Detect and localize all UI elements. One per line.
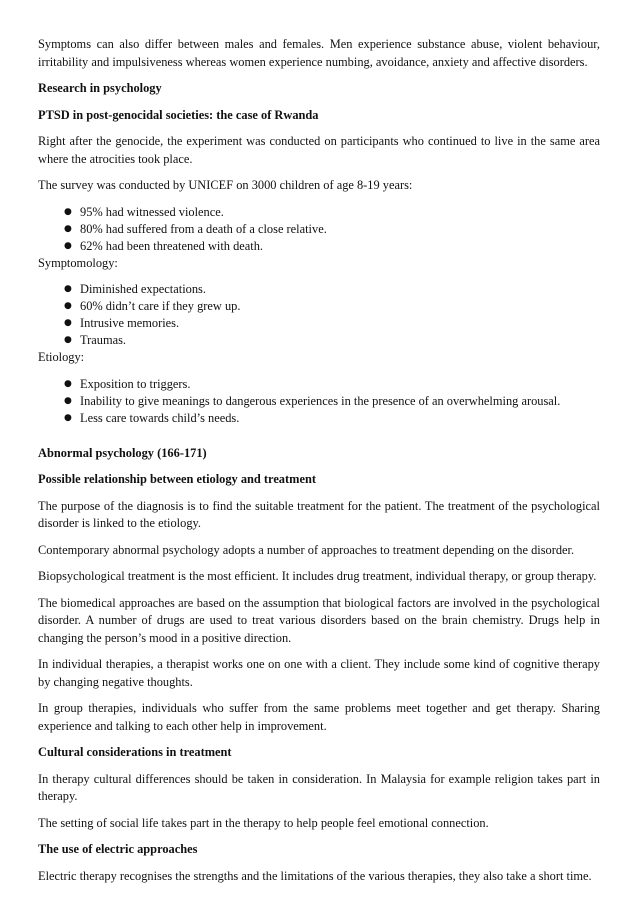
list-item-text: Traumas. bbox=[80, 333, 127, 347]
bullet-icon: ● bbox=[64, 301, 72, 311]
list-item-text: Less care towards child’s needs. bbox=[80, 410, 240, 425]
relationship-paragraph-3: Biopsychological treatment is the most efficient. It includes drug treatment, individual therapy, or group therapy. bbox=[38, 569, 597, 583]
list-item-text: Diminished expectations. bbox=[80, 282, 206, 296]
bullet-icon: ● bbox=[64, 223, 72, 234]
cultural-paragraph-2: The setting of social life takes part in the therapy to help people feel emotional connection. bbox=[38, 815, 489, 830]
ptsd-paragraph-2: The survey was conducted by UNICEF on 3000 children of age 8-19 years: bbox=[38, 178, 413, 192]
ptsd-heading: PTSD in post-genocidal societies: the case of Rwanda bbox=[38, 107, 319, 122]
bullet-icon: ● bbox=[64, 335, 72, 345]
survey-list bbox=[38, 204, 600, 255]
intro-paragraph: Symptoms can also differ between males and females. Men experience substance abuse, violent behaviour, irritability and impulsiveness whereas women experience numbing, avoidance, anxiety and affective disorders. bbox=[38, 37, 600, 69]
list-item-text: 95% had witnessed violence. bbox=[80, 204, 224, 219]
relationship-paragraph-4: The biomedical approaches are based on the assumption that biological factors are involved in the psychological disorder. A number of drugs are used to treat various disorders based on the brain chemistry. Drugs help in changing the person’s mood in a positive direction. bbox=[38, 595, 600, 645]
list-item-text: 80% had suffered from a death of a close relative. bbox=[80, 221, 327, 236]
list-item bbox=[38, 315, 600, 332]
electric-paragraph-1: Electric therapy recognises the strengths and the limitations of the various therapies, they also take a short time. bbox=[38, 868, 592, 883]
bullet-icon: ● bbox=[64, 284, 72, 294]
list-item-text: Inability to give meanings to dangerous experiences in the presence of an overwhelming arousal. bbox=[80, 393, 561, 408]
bullet-icon: ● bbox=[64, 240, 72, 251]
list-item-text: 60% didn’t care if they grew up. bbox=[80, 299, 241, 313]
list-item-text: Intrusive memories. bbox=[80, 316, 180, 330]
etiology-label: Etiology: bbox=[38, 350, 85, 364]
list-item bbox=[38, 281, 600, 298]
etiology-list bbox=[38, 376, 600, 427]
cultural-paragraph-1: In therapy cultural differences should be taken in consideration. In Malaysia for example religion takes part in therapy. bbox=[38, 771, 600, 803]
symptomology-list bbox=[38, 281, 600, 349]
relationship-paragraph-6: In group therapies, individuals who suffer from the same problems meet together and get therapy. Sharing experience and talking to each other help in improvement. bbox=[38, 701, 600, 733]
bullet-icon: ● bbox=[64, 395, 72, 406]
list-item bbox=[38, 393, 600, 410]
abnormal-heading: Abnormal psychology (166-171) bbox=[38, 445, 207, 460]
list-item bbox=[38, 410, 600, 427]
list-item bbox=[38, 376, 600, 393]
list-item bbox=[38, 204, 600, 221]
cultural-heading: Cultural considerations in treatment bbox=[38, 745, 232, 759]
list-item bbox=[38, 298, 600, 315]
list-item bbox=[38, 221, 600, 238]
relationship-heading: Possible relationship between etiology and treatment bbox=[38, 472, 316, 486]
ptsd-paragraph-1: Right after the genocide, the experiment was conducted on participants who continued to live in the same area where the atrocities took place. bbox=[38, 134, 600, 166]
relationship-paragraph-1: The purpose of the diagnosis is to find the suitable treatment for the patient. The treatment of the psychological disorder is linked to the etiology. bbox=[38, 498, 600, 530]
relationship-paragraph-2: Contemporary abnormal psychology adopts a number of approaches to treatment depending on the disorder. bbox=[38, 542, 575, 557]
relationship-paragraph-5: In individual therapies, a therapist works one on one with a client. They include some kind of cognitive therapy by changing negative thoughts. bbox=[38, 657, 600, 689]
bullet-icon: ● bbox=[64, 206, 72, 217]
bullet-icon: ● bbox=[64, 378, 72, 389]
research-heading: Research in psychology bbox=[38, 81, 162, 95]
bullet-icon: ● bbox=[64, 412, 72, 423]
list-item bbox=[38, 332, 600, 349]
list-item-text: 62% had been threatened with death. bbox=[80, 238, 264, 253]
electric-heading: The use of electric approaches bbox=[38, 842, 198, 856]
list-item-text: Exposition to triggers. bbox=[80, 376, 191, 391]
list-item bbox=[38, 238, 600, 255]
bullet-icon: ● bbox=[64, 318, 72, 328]
symptomology-label: Symptomology: bbox=[38, 255, 118, 270]
